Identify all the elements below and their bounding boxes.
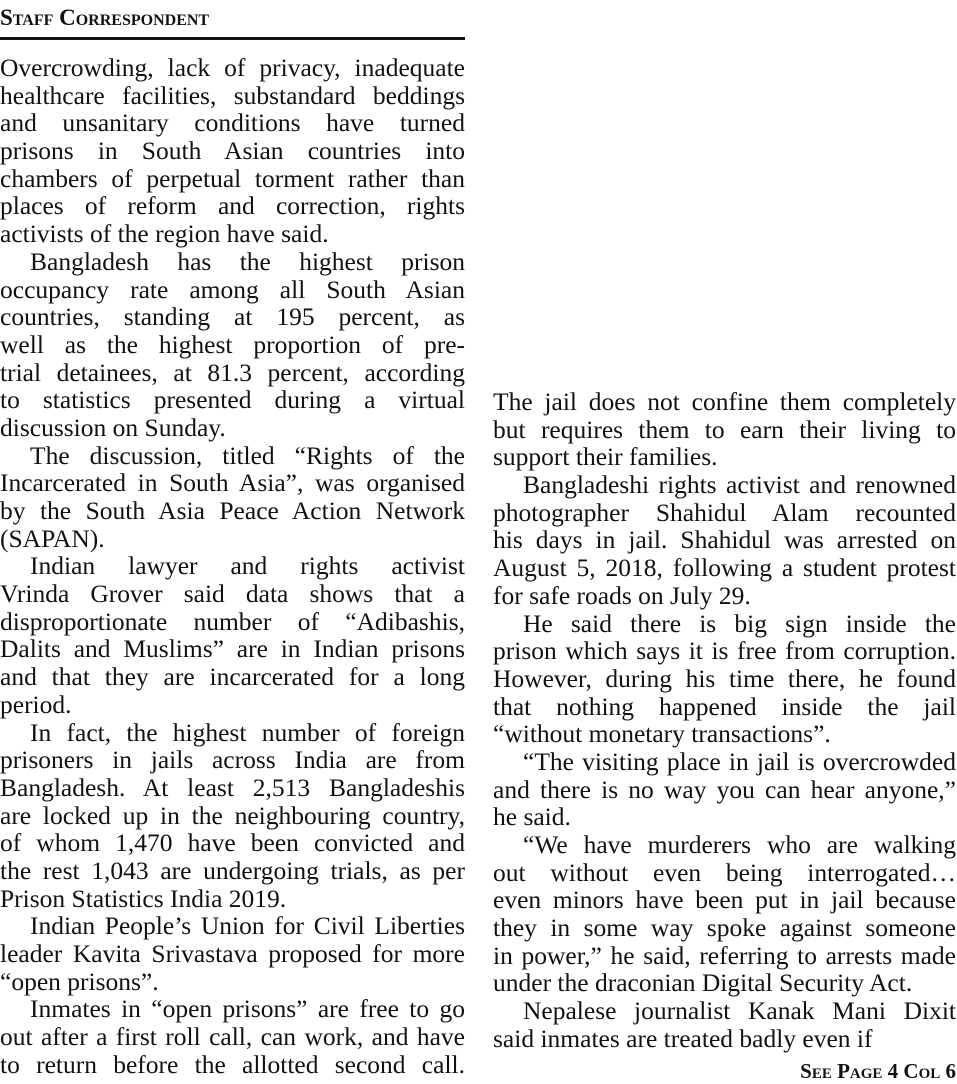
text-line: and there is no way you can hear anyone,” [493, 774, 956, 804]
text-line: and unsanitary conditions have turned [0, 108, 465, 138]
text-line: occupancy rate among all South Asian [0, 274, 465, 304]
text-line: Indian People’s Union for Civil Liberties [30, 911, 465, 941]
text-line: to return before the allotted second call. [0, 1049, 465, 1079]
text-line: “The visiting place in jail is overcrowded [523, 746, 956, 776]
paragraph [493, 748, 956, 831]
text-line: Dalits and Muslims” are in Indian prisons [0, 634, 465, 664]
text-line: “open prisons”. [0, 966, 159, 996]
paragraph [0, 995, 465, 1078]
paragraph [493, 388, 956, 471]
text-line: well as the highest proportion of pre- [0, 329, 465, 359]
text-line: Bangladesh. At least 2,513 Bangladeshis [0, 772, 465, 802]
text-line: “We have murderers who are walking [523, 830, 956, 859]
text-line: period. [0, 689, 72, 719]
text-line: that nothing happened inside the jail [493, 691, 956, 721]
paragraph [0, 442, 465, 553]
text-line: and that they are incarcerated for a long [0, 662, 465, 692]
paragraph [493, 831, 956, 997]
text-line: Inmates in “open prisons” are free to go [30, 994, 465, 1024]
text-line: disproportionate number of “Adibashis, [0, 606, 465, 636]
text-line: discussion on Sunday. [0, 412, 226, 442]
text-line: are locked up in the neighbouring country, [0, 800, 465, 830]
text-line: countries, standing at 195 percent, as [0, 302, 465, 332]
article-column-right [493, 388, 956, 1053]
text-line: activists of the region have said. [0, 219, 329, 249]
paragraph [493, 610, 956, 748]
paragraph [0, 912, 465, 995]
text-line: Vrinda Grover said data shows that a [0, 579, 465, 609]
text-line: even minors have been put in jail because [493, 885, 956, 915]
text-line: In fact, the highest number of foreign [30, 717, 465, 747]
text-line: “without monetary transactions”. [493, 719, 831, 749]
text-line: for safe roads on July 29. [493, 580, 751, 610]
paragraph [0, 248, 465, 442]
text-line: places of reform and correction, rights [0, 191, 465, 221]
text-line: Overcrowding, lack of privacy, inadequate [0, 53, 465, 82]
text-line: Bangladesh has the highest prison [30, 246, 465, 276]
paragraph [0, 54, 465, 248]
text-line: under the draconian Digital Security Act. [493, 968, 913, 998]
paragraph [0, 719, 465, 913]
text-line: However, during his time there, he found [493, 663, 956, 693]
text-line: to statistics presented during a virtual [0, 385, 465, 415]
text-line: prisons in South Asian countries into [0, 136, 465, 166]
text-line: August 5, 2018, following a student protest [493, 553, 956, 583]
text-line: they in some way spoke against someone [493, 913, 956, 943]
text-line: healthcare facilities, substandard beddings [0, 80, 465, 110]
paragraph [0, 552, 465, 718]
text-line: out after a first roll call, can work, and have [0, 1022, 465, 1052]
paragraph [493, 997, 956, 1052]
text-line: his days in jail. Shahidul was arrested on [493, 525, 956, 555]
text-line: Bangladeshi rights activist and renowned [523, 470, 956, 500]
text-line: prisoners in jails across India are from [0, 745, 465, 775]
article-column-left [0, 54, 465, 1078]
text-line: The discussion, titled “Rights of the [30, 440, 465, 470]
text-line: Incarcerated in South Asia”, was organised [0, 468, 465, 498]
continuation-jump-label: See Page 4 Col 6 [800, 1059, 956, 1083]
text-line: The jail does not confine them completely [493, 387, 956, 416]
text-line: (SAPAN). [0, 523, 105, 553]
text-line: of whom 1,470 have been convicted and [0, 828, 465, 858]
text-line: Prison Statistics India 2019. [0, 883, 287, 913]
text-line: out without even being interrogated… [493, 857, 956, 887]
byline-rule [0, 37, 465, 40]
text-line: but requires them to earn their living to [493, 414, 956, 444]
text-line: in power,” he said, referring to arrests made [493, 940, 956, 970]
text-line: chambers of perpetual torment rather than [0, 163, 465, 193]
byline: Staff Correspondent [0, 5, 210, 30]
text-line: said inmates are treated badly even if [493, 1023, 873, 1053]
text-line: support their families. [493, 442, 718, 472]
text-line: he said. [493, 802, 571, 832]
text-line: trial detainees, at 81.3 percent, according [0, 357, 465, 387]
text-line: by the South Asia Peace Action Network [0, 496, 465, 525]
text-line: the rest 1,043 are undergoing trials, as per [0, 855, 465, 885]
text-line: He said there is big sign inside the [523, 608, 956, 638]
text-line: Indian lawyer and rights activist [30, 551, 465, 581]
text-line: leader Kavita Srivastava proposed for more [0, 939, 465, 968]
paragraph [493, 471, 956, 609]
text-line: prison which says it is free from corruption. [493, 636, 956, 666]
text-line: Nepalese journalist Kanak Mani Dixit [523, 996, 956, 1026]
text-line: photographer Shahidul Alam recounted [493, 497, 956, 527]
